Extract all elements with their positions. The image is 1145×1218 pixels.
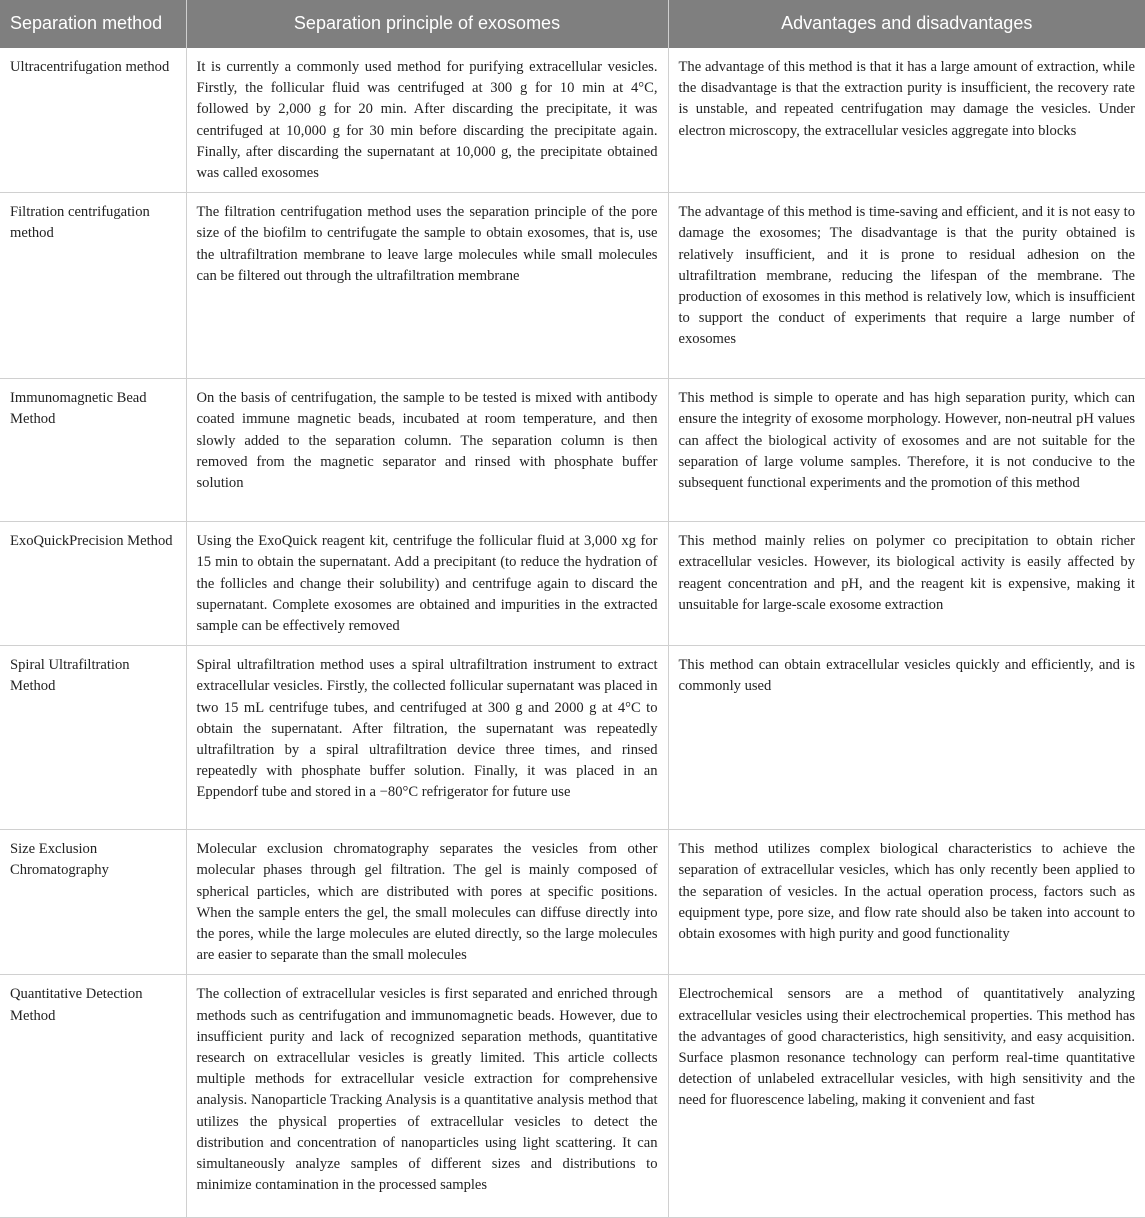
principle-cell: It is currently a commonly used method for purifying extracellular vesicles. Firstly, the follicular fluid was centrifuged at 300 g for 10 min at 4°C, followed by 2,000 g for 20 min. After discarding the precipitate, it was centrifuged at 10,000 g for 30 min before discarding the precipitate again. Finally, after discarding the supernatant at 10,000 g, the precipitate obtained was called exosomes [186, 48, 668, 193]
method-cell: Size Exclusion Chromatography [0, 830, 186, 975]
pros-cons-cell: This method utilizes complex biological characteristics to achieve the separation of extracellular vesicles, which has only recently been applied to the separation of vesicles. In the actual operation process, factors such as equipment type, pore size, and flow rate should also be taken into account to obtain exosomes with high purity and good functionality [668, 830, 1145, 975]
method-cell: Filtration centrifugation method [0, 193, 186, 379]
table-row [0, 522, 1145, 646]
header-advantages-disadvantages: Advantages and disadvantages [668, 0, 1145, 48]
principle-cell: Molecular exclusion chromatography separates the vesicles from other molecular phases through gel filtration. The gel is mainly composed of spherical particles, which are distributed with pores at specific positions. When the sample enters the gel, the small molecules can diffuse directly into the pores, while the large molecules are eluted directly, so the large molecules are easier to separate than the small molecules [186, 830, 668, 975]
table-row [0, 193, 1145, 379]
principle-cell: The collection of extracellular vesicles is first separated and enriched through methods such as centrifugation and immunomagnetic beads. However, due to insufficient purity and lack of recognized separation methods, quantitative research on extracellular vesicles is greatly limited. This article collects multiple methods for extracellular vesicle extraction for comprehensive analysis. Nanoparticle Tracking Analysis is a quantitative analysis method that utilizes the physical properties of extracellular vesicles to detect the distribution and concentration of nanoparticles using light scattering. It can simultaneously analyze samples of different sizes and distributions to minimize contamination in the processed samples [186, 975, 668, 1218]
header-row [0, 0, 1145, 48]
method-cell: Ultracentrifugation method [0, 48, 186, 193]
principle-cell: The filtration centrifugation method uses the separation principle of the pore size of the biofilm to centrifugate the sample to obtain exosomes, that is, use the ultrafiltration membrane to leave large molecules while small molecules can be filtered out through the ultrafiltration membrane [186, 193, 668, 379]
method-cell: Quantitative Detection Method [0, 975, 186, 1218]
method-cell: Spiral Ultrafiltration Method [0, 646, 186, 830]
principle-cell: Spiral ultrafiltration method uses a spiral ultrafiltration instrument to extract extracellular vesicles. Firstly, the collected follicular supernatant was placed in two 15 mL centrifuge tubes, and centrifuged at 300 g and 2000 g at 4°C to obtain the supernatant. After filtration, the supernatant was repeatedly ultrafiltration by a spiral ultrafiltration device three times, and rinsed repeatedly with phosphate buffer solution. Finally, it was placed in an Eppendorf tube and stored in a −80°C refrigerator for future use [186, 646, 668, 830]
pros-cons-cell: This method mainly relies on polymer co precipitation to obtain richer extracellular vesicles. However, its biological activity is easily affected by reagent concentration and pH, and the reagent kit is expensive, making it unsuitable for large-scale exosome extraction [668, 522, 1145, 646]
table-row [0, 379, 1145, 522]
header-separation-method: Separation method [0, 0, 186, 48]
method-cell: ExoQuickPrecision Method [0, 522, 186, 646]
method-cell: Immunomagnetic Bead Method [0, 379, 186, 522]
pros-cons-cell: Electrochemical sensors are a method of quantitatively analyzing extracellular vesicles using their electrochemical properties. This method has the advantages of good characteristics, high sensitivity, and easy acquisition. Surface plasmon resonance technology can perform real-time quantitative detection of unlabeled extracellular vesicles, with high sensitivity and the need for fluorescence labeling, making it convenient and fast [668, 975, 1145, 1218]
pros-cons-cell: The advantage of this method is that it has a large amount of extraction, while the disadvantage is that the extraction purity is insufficient, the recovery rate is unstable, and repeated centrifugation may damage the vesicles. Under electron microscopy, the extracellular vesicles aggregate into blocks [668, 48, 1145, 193]
header-separation-principle: Separation principle of exosomes [186, 0, 668, 48]
pros-cons-cell: The advantage of this method is time-saving and efficient, and it is not easy to damage the exosomes; The disadvantage is that the purity obtained is relatively insufficient, and it is prone to residual adhesion on the ultrafiltration membrane, reducing the lifespan of the membrane. The production of exosomes in this method is relatively low, which is insufficient to support the conduct of experiments that require a large number of exosomes [668, 193, 1145, 379]
table-row [0, 48, 1145, 193]
table-row [0, 975, 1145, 1218]
pros-cons-cell: This method can obtain extracellular vesicles quickly and efficiently, and is commonly used [668, 646, 1145, 830]
pros-cons-cell: This method is simple to operate and has high separation purity, which can ensure the integrity of exosome morphology. However, non-neutral pH values can affect the biological activity of exosomes and are not suitable for the separation of large volume samples. Therefore, it is not conducive to the subsequent functional experiments and the promotion of this method [668, 379, 1145, 522]
principle-cell: On the basis of centrifugation, the sample to be tested is mixed with antibody coated immune magnetic beads, incubated at room temperature, and then slowly added to the separation column. The separation column is then removed from the magnetic separator and rinsed with phosphate buffer solution [186, 379, 668, 522]
principle-cell: Using the ExoQuick reagent kit, centrifuge the follicular fluid at 3,000 xg for 15 min to obtain the supernatant. Add a precipitant (to reduce the hydration of the follicles and change their solubility) and centrifuge again to discard the supernatant. Complete exosomes are obtained and impurities in the extracted sample can be effectively removed [186, 522, 668, 646]
table-row [0, 646, 1145, 830]
table-row [0, 830, 1145, 975]
